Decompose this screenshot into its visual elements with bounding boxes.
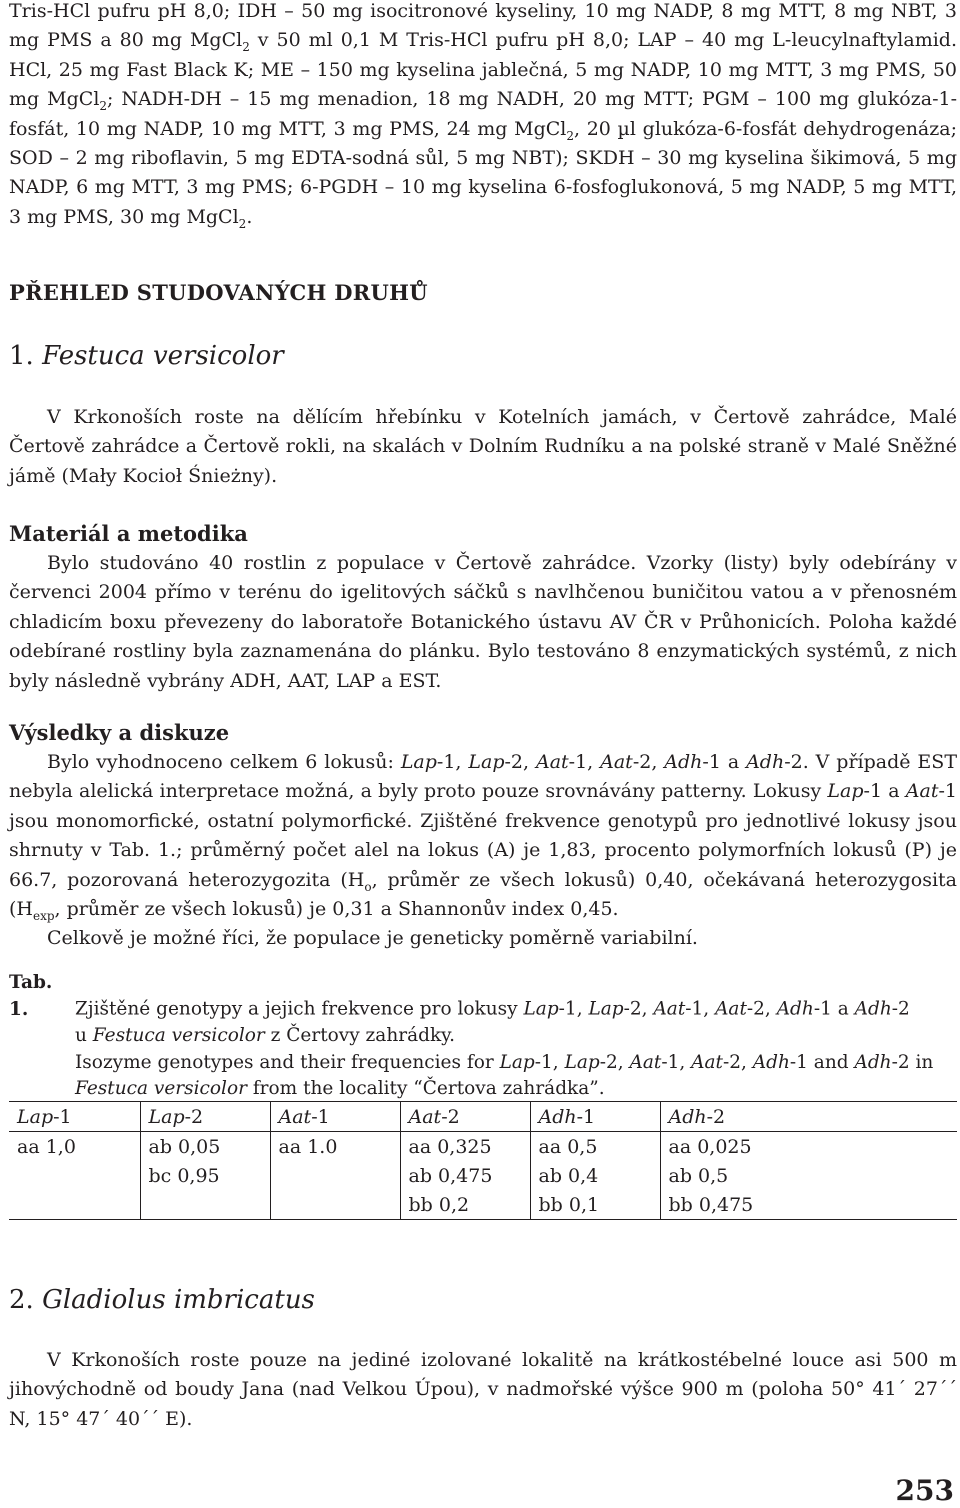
header-aat-1: Aat-1 — [270, 1102, 400, 1132]
table-cell: ab 0,5 — [660, 1161, 957, 1190]
species-name: Gladiolus imbricatus — [42, 1285, 315, 1315]
table-cell — [9, 1190, 140, 1220]
species-heading-1: 1. Festuca versicolor — [9, 341, 284, 371]
table-cell — [270, 1161, 400, 1190]
header-adh-2: Adh-2 — [660, 1102, 957, 1132]
table-cell: bb 0,1 — [530, 1190, 660, 1220]
table-cell: bb 0,2 — [400, 1190, 530, 1220]
header-lap-1: Lap-1 — [17, 1105, 72, 1128]
table-cell: aa 1.0 — [270, 1132, 400, 1162]
intro-paragraph: Tris-HCl pufru pH 8,0; IDH – 50 mg isocitronové kyseliny, 10 mg NADP, 8 mg MTT, 8 mg NBT, 3 mg PMS a 80 mg MgCl$_2$ v 50 ml 0,1 M Tris-HCl pufru pH 8,0; LAP – 40 mg L-leucylnaftylamid. HCl, 25 mg Fast Black K; ME – 150 mg kyselina jablečná, 5 mg NADP, 10 mg MTT, 3 mg PMS, 50 mg MgCl$_2$; NADH-DH – 15 mg menadion, 18 mg NADH, 20 mg MTT; PGM – 100 mg glukóza-1-fosfát, 10 mg NADP, 10 mg MTT, 3 mg PMS, 24 mg MgCl$_2$, 20 µl glukóza-6-fosfát dehydrogenáza; SOD – 2 mg riboflavin, 5 mg EDTA-sodná sůl, 5 mg NBT); SKDH – 30 mg kyselina šikimová, 5 mg NADP, 6 mg MTT, 3 mg PMS; 6-PGDH – 10 mg kyselina 6-fosfoglukonová, 5 mg NADP, 5 mg MTT, 3 mg PMS, 30 mg MgCl$_2$. — [9, 0, 958, 231]
header-aat-2: Aat-2 — [400, 1102, 530, 1132]
table-cell: aa 0,5 — [530, 1132, 660, 1162]
species2-distribution-block — [9, 1346, 957, 1434]
table-row — [9, 1132, 957, 1162]
table-cell — [270, 1190, 400, 1220]
table-row — [9, 1161, 957, 1190]
genotype-table — [9, 1101, 957, 1220]
results-paragraph: Bylo vyhodnoceno celkem 6 lokusů: Lap-1, Lap-2, Aat-1, Aat-2, Adh-1 a Adh-2. V případě EST nebyla alelická interpretace možná, a byly proto pouze srovnávány patterny. Lokusy Lap-1 a Aat-1 jsou monomorfické, ostatní polymorfické. Zjištěné frekvence genotypů pro jednotlivé lokusy jsou shrnuty v Tab. 1.; průměrný počet alel na lokus (A) je 1,83, procento polymorfních lokusů (P) je 66.7, pozorovaná heterozygozita ($H_o$, průměr ze všech lokusů) 0,40, očekávaná heterozygosita ($H_{exp}$, průměr ze všech lokusů) je 0,31 a Shannonův index 0,45. — [9, 751, 957, 924]
species1-distribution-block — [9, 403, 957, 491]
table-cell — [140, 1190, 270, 1220]
table-cell: ab 0,05 — [140, 1132, 270, 1162]
species-heading-2: 2. Gladiolus imbricatus — [9, 1285, 315, 1315]
table-cell: bc 0,95 — [140, 1161, 270, 1190]
distribution-paragraph: V Krkonoších roste pouze na jediné izolované lokalitě na krátkostébelné louce asi 500 m jihovýchodně od boudy Jana (nad Velkou Úpou), v nadmořské výšce 900 m (poloha 50° 41´ 27´´ N, 15° 47´ 40´´ E). — [9, 1349, 957, 1430]
table-row — [9, 1190, 957, 1220]
conclusion-paragraph: Celkově je možné říci, že populace je geneticky poměrně variabilní. — [47, 927, 698, 950]
table-header-row — [9, 1102, 957, 1132]
species-name: Festuca versicolor — [42, 341, 284, 371]
table-cell: ab 0,475 — [400, 1161, 530, 1190]
table-cell: bb 0,475 — [660, 1190, 957, 1220]
methods-paragraph: Bylo studováno 40 rostlin z populace v Čertově zahrádce. Vzorky (listy) byly odebírány v červenci 2004 přímo v terénu do igelitových sáčků s navlhčenou buničitou vatou a v přenosném chladicím boxu převezeny do laboratoře Botanického ústavu AV ČR v Průhonicích. Poloha každé odebírané rostliny byla zaznamenána do plánku. Bylo testováno 8 enzymatických systémů, z nich byly následně vybrány ADH, AAT, LAP a EST. — [9, 552, 957, 692]
header-lap-2: Lap-2 — [140, 1102, 270, 1132]
section-title: PŘEHLED STUDOVANÝCH DRUHŮ — [9, 280, 428, 305]
methods-heading: Materiál a metodika — [9, 521, 248, 546]
table-cell: aa 1,0 — [17, 1135, 76, 1158]
table-cell: ab 0,4 — [530, 1161, 660, 1190]
table-cell: aa 0,325 — [400, 1132, 530, 1162]
table-caption: Tab. 1. Zjištěné genotypy a jejich frekvence pro lokusy Lap-1, Lap-2, Aat-1, Aat-2, Adh-1 a Adh-2 u Festuca versicolor z Čertovy zahrádky. Isozyme genotypes and their frequencies for Lap-1, Lap-2, Aat-1, Aat-2, Adh-1 and Adh-2 in Festuca versicolor from the locality “Čertova zahrádka”. — [9, 972, 934, 1099]
page-number: 253 — [895, 1474, 954, 1507]
methods-block — [9, 519, 957, 696]
distribution-paragraph: V Krkonoších roste na dělícím hřebínku v Kotelních jamách, v Čertově zahrádce, Malé Čertově zahrádce a Čertově rokli, na skalách v Dolním Rudníku a na polské straně v Malé Sněžné jámě (Mały Kocioł Śnieżny). — [9, 406, 957, 487]
table-cell — [9, 1161, 140, 1190]
table-cell: aa 0,025 — [660, 1132, 957, 1162]
header-adh-1: Adh-1 — [530, 1102, 660, 1132]
results-block — [9, 718, 957, 954]
caption-label: Tab. 1. — [9, 972, 53, 1020]
results-heading: Výsledky a diskuze — [9, 720, 230, 745]
